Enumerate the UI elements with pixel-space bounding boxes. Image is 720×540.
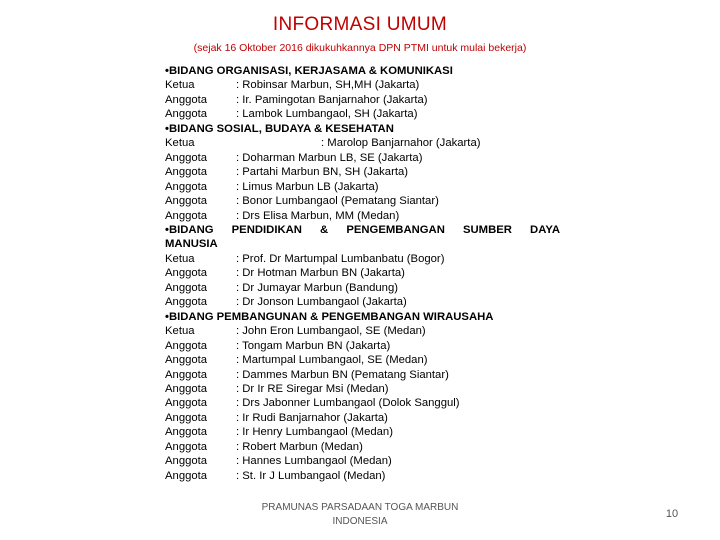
member-role: Anggota [165, 411, 208, 424]
member-row [165, 194, 560, 208]
member-role: Anggota [165, 426, 208, 439]
member-row [165, 440, 560, 454]
page-number: 10 [665, 508, 679, 520]
member-role: Anggota [165, 368, 208, 381]
member-row [165, 107, 560, 121]
member-row [165, 425, 560, 439]
member-name: : Marolop Banjarnahor (Jakarta) [321, 137, 481, 150]
member-row [165, 396, 560, 410]
member-name: : Prof. Dr Martumpal Lumbanbatu (Bogor) [236, 252, 445, 265]
member-name: : Martumpal Lumbangaol, SE (Medan) [236, 354, 428, 367]
footer-line: PRAMUNAS PARSADAAN TOGA MARBUN [261, 502, 459, 513]
member-name: : Lambok Lumbangaol, SH (Jakarta) [236, 108, 418, 121]
member-role: Anggota [165, 209, 208, 222]
member-row [165, 324, 560, 338]
member-row [165, 252, 560, 266]
member-row [165, 165, 560, 179]
member-row [165, 136, 560, 150]
member-name: : Ir Henry Lumbangaol (Medan) [236, 426, 393, 439]
member-role: Anggota [165, 93, 208, 106]
page-subtitle: (sejak 16 Oktober 2016 dikukuhkannya DPN PTMI untuk mulai bekerja) [193, 42, 527, 54]
member-name: : Limus Marbun LB (Jakarta) [236, 180, 379, 193]
member-row [165, 469, 560, 483]
member-row [165, 411, 560, 425]
member-row [165, 382, 560, 396]
member-name: : Robert Marbun (Medan) [236, 440, 363, 453]
member-role: Anggota [165, 440, 208, 453]
member-role: Anggota [165, 354, 208, 367]
member-row [165, 368, 560, 382]
member-name: : Bonor Lumbangaol (Pematang Siantar) [236, 195, 439, 208]
member-role: Anggota [165, 195, 208, 208]
member-role: Ketua [165, 137, 195, 150]
member-role: Anggota [165, 166, 208, 179]
section-heading-continuation: MANUSIA [165, 238, 218, 251]
footer [250, 501, 470, 529]
member-row [165, 180, 560, 194]
member-role: Anggota [165, 180, 208, 193]
member-row [165, 295, 560, 309]
member-name: : Tongam Marbun BN (Jakarta) [236, 339, 391, 352]
member-row [165, 78, 560, 92]
member-role: Anggota [165, 267, 208, 280]
section-heading: •BIDANG PEMBANGUNAN & PENGEMBANGAN WIRAUSAHA [165, 310, 494, 323]
member-row [165, 339, 560, 353]
member-name: : Dr Hotman Marbun BN (Jakarta) [236, 267, 405, 280]
member-name: : St. Ir J Lumbangaol (Medan) [236, 469, 386, 482]
section-heading [165, 223, 560, 252]
member-row [165, 353, 560, 367]
member-row [165, 209, 560, 223]
member-role: Ketua [165, 325, 195, 338]
member-row [165, 266, 560, 280]
section-heading: •BIDANG SOSIAL, BUDAYA & KESEHATAN [165, 122, 394, 135]
member-role: Anggota [165, 339, 208, 352]
member-name: : Dr Ir RE Siregar Msi (Medan) [236, 382, 389, 395]
member-role: Anggota [165, 281, 208, 294]
member-name: : John Eron Lumbangaol, SE (Medan) [236, 325, 426, 338]
member-name: : Ir Rudi Banjarnahor (Jakarta) [236, 411, 388, 424]
footer-line: INDONESIA [332, 516, 388, 527]
page-title: INFORMASI UMUM [272, 14, 448, 35]
member-name: : Ir. Pamingotan Banjarnahor (Jakarta) [236, 93, 428, 106]
member-name: : Partahi Marbun BN, SH (Jakarta) [236, 166, 409, 179]
member-name: : Dr Jonson Lumbangaol (Jakarta) [236, 296, 407, 309]
member-role: Anggota [165, 397, 208, 410]
member-name: : Drs Elisa Marbun, MM (Medan) [236, 209, 400, 222]
member-role: Anggota [165, 296, 208, 309]
member-role: Anggota [165, 469, 208, 482]
member-name: : Dr Jumayar Marbun (Bandung) [236, 281, 398, 294]
member-role: Anggota [165, 382, 208, 395]
member-name: : Dammes Marbun BN (Pematang Siantar) [236, 368, 449, 381]
member-role: Anggota [165, 108, 208, 121]
member-name: : Doharman Marbun LB, SE (Jakarta) [236, 151, 423, 164]
member-row [165, 93, 560, 107]
section-heading-text: •BIDANG PENDIDIKAN & PENGEMBANGAN SUMBER DAYA [165, 223, 560, 236]
member-row [165, 454, 560, 468]
member-role: Anggota [165, 455, 208, 468]
member-role: Ketua [165, 252, 195, 265]
committee-list [165, 64, 560, 483]
member-name: : Robinsar Marbun, SH,MH (Jakarta) [236, 79, 420, 92]
section-heading: •BIDANG ORGANISASI, KERJASAMA & KOMUNIKASI [165, 65, 453, 77]
member-role: Anggota [165, 151, 208, 164]
member-name: : Hannes Lumbangaol (Medan) [236, 455, 392, 468]
member-row [165, 281, 560, 295]
member-role: Ketua [165, 79, 195, 92]
member-name: : Drs Jabonner Lumbangaol (Dolok Sanggul) [236, 397, 460, 410]
member-row [165, 151, 560, 165]
